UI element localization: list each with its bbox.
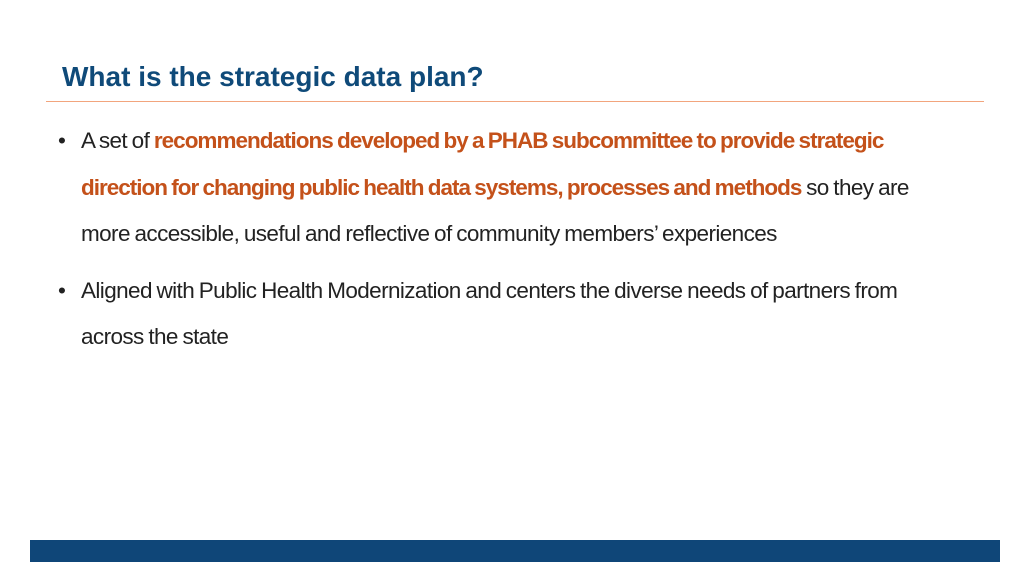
slide-title: What is the strategic data plan? [62,61,484,92]
footer-bar [30,540,1000,562]
bullet-text: Aligned with Public Health Modernization and centers the diverse needs of partners from across the state [81,277,898,349]
bullet-icon: • [58,128,66,153]
bullet-icon: • [58,277,66,303]
bullet-item [56,118,916,258]
bullet-lead-text: A set of [81,128,150,153]
bullet-rest-text: so they are more accessible, useful and reflective of community members’ experiences [81,174,909,246]
title-divider [46,101,984,102]
highlighted-text: recommendations developed by a PHAB subcommittee to provide strategic direction for changing public health data systems, processes and methods [81,128,884,200]
bullet-list [56,118,916,371]
bullet-item [56,268,916,361]
